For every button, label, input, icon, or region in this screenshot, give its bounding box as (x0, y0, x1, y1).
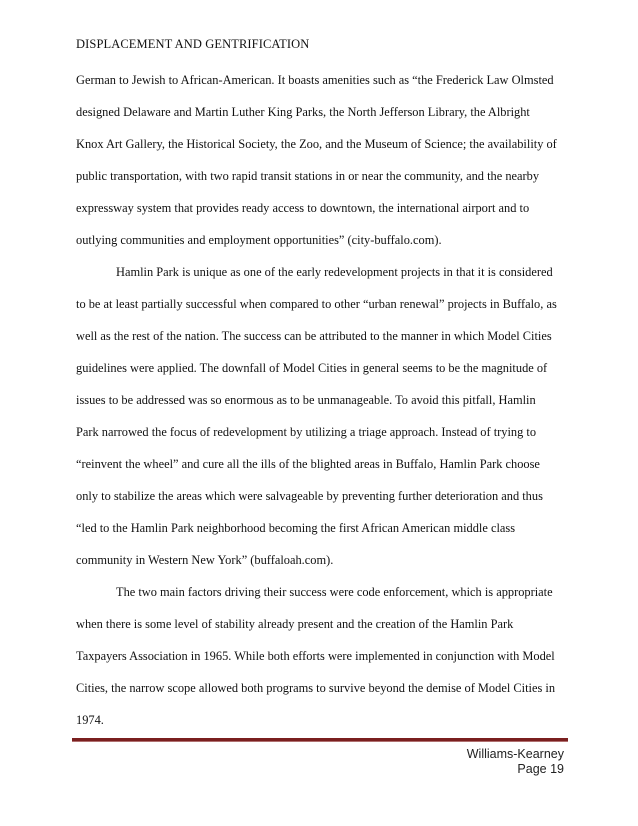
body-line: “led to the Hamlin Park neighborhood becoming the first African American middle class (76, 521, 516, 535)
body-line: Knox Art Gallery, the Historical Society, the Zoo, and the Museum of Science; the availability of (76, 137, 557, 151)
body-line: only to stabilize the areas which were salvageable by preventing further deterioration and thus (76, 489, 543, 503)
page-number: Page 19 (517, 762, 564, 776)
body-line: issues to be addressed was so enormous as to be unmanageable. To avoid this pitfall, Hamlin (76, 393, 536, 407)
body-line: to be at least partially successful when compared to other “urban renewal” projects in Buffalo, as (76, 297, 557, 311)
body-line: guidelines were applied. The downfall of Model Cities in general seems to be the magnitude of (76, 361, 548, 375)
body-line: well as the rest of the nation. The success can be attributed to the manner in which Model Cities (76, 329, 552, 343)
body-line: 1974. (76, 713, 104, 727)
running-header: DISPLACEMENT AND GENTRIFICATION (76, 37, 310, 51)
body-line: designed Delaware and Martin Luther King Parks, the North Jefferson Library, the Albright (76, 105, 530, 119)
body-line: outlying communities and employment opportunities” (city-buffalo.com). (76, 233, 442, 247)
body-line: The two main factors driving their success were code enforcement, which is appropriate (116, 585, 553, 599)
body-line: German to Jewish to African-American. It boasts amenities such as “the Frederick Law Olmsted (76, 73, 554, 87)
body-line: Taxpayers Association in 1965. While both efforts were implemented in conjunction with Model (76, 649, 555, 663)
body-line: when there is some level of stability already present and the creation of the Hamlin Park (76, 617, 514, 631)
footer-divider-shadow (72, 741, 568, 742)
footer-author: Williams-Kearney (466, 747, 564, 761)
body-line: “reinvent the wheel” and cure all the ills of the blighted areas in Buffalo, Hamlin Park choose (76, 457, 540, 471)
body-line: expressway system that provides ready access to downtown, the international airport and to (76, 201, 530, 215)
body-line: public transportation, with two rapid transit stations in or near the community, and the nearby (76, 169, 540, 183)
body-line: Park narrowed the focus of redevelopment by utilizing a triage approach. Instead of trying to (76, 425, 537, 439)
body-line: Hamlin Park is unique as one of the early redevelopment projects in that it is considered (116, 265, 553, 279)
body-line: community in Western New York” (buffaloah.com). (76, 553, 334, 567)
body-line: Cities, the narrow scope allowed both programs to survive beyond the demise of Model Cities in (76, 681, 556, 695)
